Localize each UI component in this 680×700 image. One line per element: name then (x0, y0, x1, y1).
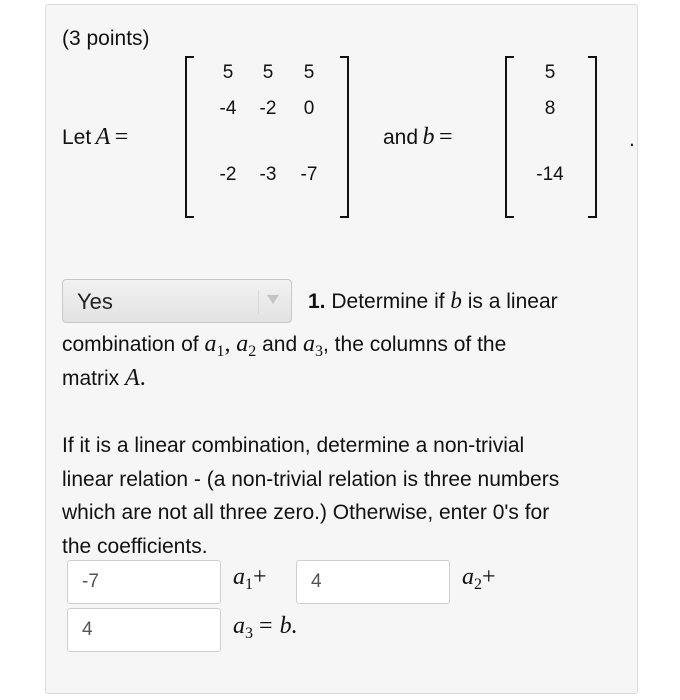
chevron-down-icon (267, 295, 279, 304)
plus-sign: + (482, 564, 496, 590)
answer-select-value: Yes (77, 289, 113, 314)
matrix-a-cell: -4 (219, 98, 237, 119)
question-text: Determine if (331, 290, 445, 313)
subscript: 1 (216, 343, 225, 360)
instructions (62, 429, 559, 563)
coefficient-3-input[interactable]: 4 (67, 608, 221, 652)
vector-b-left-bracket (505, 56, 514, 218)
answer-select[interactable] (62, 279, 292, 323)
matrix-a-cell: 5 (262, 62, 274, 83)
a-symbol: a (236, 331, 249, 357)
comma: , (224, 331, 231, 357)
and-text: and (383, 126, 419, 149)
a-symbol: a (204, 331, 217, 357)
matrix-a-cell: -3 (259, 164, 277, 185)
instructions-line: the coefficients. (62, 534, 208, 558)
equals-sign: = (114, 124, 129, 150)
matrix-a-cell: 5 (222, 62, 234, 83)
instructions-line: linear relation - (a non-trivial relation is three numbers (62, 467, 560, 491)
matrix-a-cell: -2 (259, 98, 277, 119)
points-label: (3 points) (62, 27, 150, 50)
vector-b-cell: 5 (544, 62, 556, 83)
a-symbol: a (233, 613, 245, 639)
vector-b-right-bracket (588, 56, 597, 218)
question-text: combination of (62, 333, 199, 356)
matrix-a-cell: 0 (303, 98, 315, 119)
question-line-2 (62, 331, 506, 358)
instructions-line: If it is a linear combination, determine a non-trivial (62, 434, 525, 457)
a-symbol: A (125, 365, 140, 391)
equals-b: = b. (257, 613, 298, 639)
matrix-a-left-bracket (185, 56, 194, 218)
period: . (629, 128, 635, 151)
b-symbol: b (450, 288, 462, 313)
coefficient-2-input[interactable]: 4 (296, 560, 450, 604)
a1-plus-label (233, 564, 267, 591)
question-text: matrix (62, 367, 120, 390)
a-symbol: a (233, 564, 245, 590)
question-line-1 (308, 288, 558, 314)
question-text: , the columns of the (323, 333, 507, 356)
equals-sign: = (438, 124, 453, 150)
subscript: 3 (245, 625, 253, 642)
instructions-line: which are not all three zero.) Otherwise, enter 0's for (62, 501, 550, 524)
a-symbol: A (95, 124, 111, 150)
subscript: 1 (245, 576, 253, 593)
question-text: and (262, 333, 298, 356)
let-text: Let (62, 126, 92, 149)
a3-equals-b-label (233, 613, 298, 640)
vector-b-cell: -14 (536, 164, 564, 185)
matrix-a-cell: 5 (303, 62, 315, 83)
let-a-label (62, 124, 128, 151)
subscript: 2 (248, 343, 257, 360)
question-text: is a linear (467, 290, 558, 313)
select-divider (258, 290, 259, 314)
coefficient-1-input[interactable]: -7 (67, 560, 221, 604)
matrix-a-right-bracket (340, 56, 349, 218)
and-b-label (383, 124, 453, 151)
matrix-a-cell: -7 (300, 164, 318, 185)
a-symbol: a (462, 564, 474, 590)
subscript: 2 (474, 576, 482, 593)
plus-sign: + (253, 564, 267, 590)
period: . (139, 365, 146, 391)
vector-b-cell: 8 (544, 98, 556, 119)
matrix-a-cell: -2 (219, 164, 237, 185)
a-symbol: a (303, 331, 316, 357)
question-line-3 (62, 365, 146, 392)
b-symbol: b (422, 124, 435, 150)
subscript: 3 (315, 343, 324, 360)
a2-plus-label (462, 564, 496, 591)
question-number: 1. (308, 290, 326, 313)
